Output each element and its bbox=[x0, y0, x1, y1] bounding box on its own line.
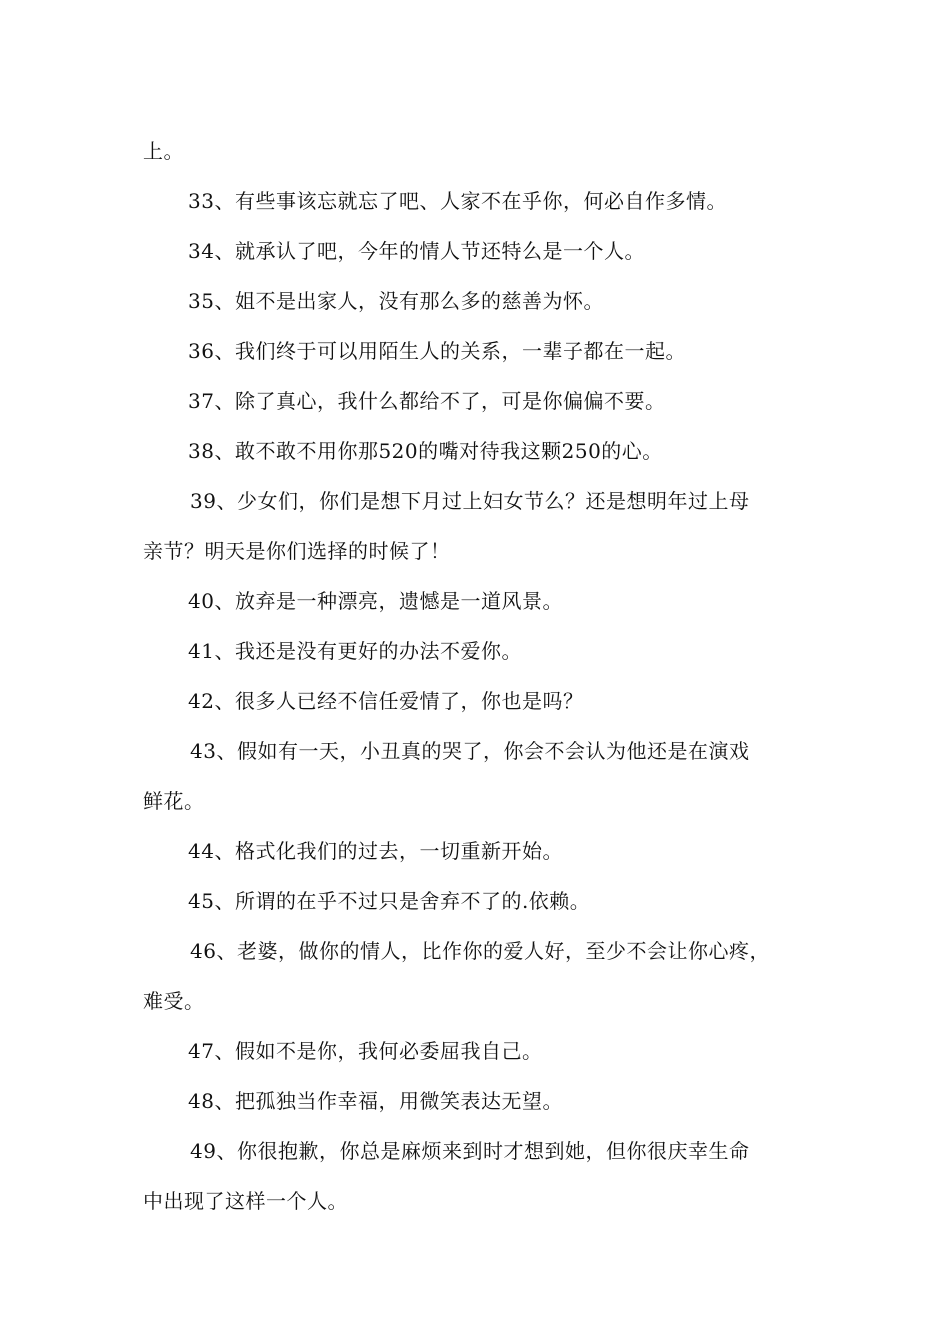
text-line: 37、除了真心，我什么都给不了，可是你偏偏不要。 bbox=[188, 389, 666, 413]
text-line: 41、我还是没有更好的办法不爱你。 bbox=[188, 639, 522, 663]
text-line: 上。 bbox=[143, 139, 184, 163]
text-line: 34、就承认了吧，今年的情人节还特么是一个人。 bbox=[188, 239, 645, 263]
text-line: 39、少女们，你们是想下月过上妇女节么？还是想明年过上母 bbox=[190, 489, 750, 513]
text-line: 鲜花。 bbox=[143, 789, 205, 813]
text-line: 48、把孤独当作幸福，用微笑表达无望。 bbox=[188, 1089, 563, 1113]
text-line: 44、格式化我们的过去，一切重新开始。 bbox=[188, 839, 563, 863]
text-line: 亲节？明天是你们选择的时候了！ bbox=[143, 539, 451, 563]
text-line: 难受。 bbox=[143, 989, 205, 1013]
text-line: 38、敢不敢不用你那520的嘴对待我这颗250的心。 bbox=[188, 439, 663, 463]
text-line: 33、有些事该忘就忘了吧、人家不在乎你，何必自作多情。 bbox=[188, 189, 727, 213]
text-line: 36、我们终于可以用陌生人的关系，一辈子都在一起。 bbox=[188, 339, 686, 363]
text-line: 47、假如不是你，我何必委屈我自己。 bbox=[188, 1039, 543, 1063]
text-line: 45、所谓的在乎不过只是舍弃不了的.依赖。 bbox=[188, 889, 591, 913]
text-line: 46、老婆，做你的情人，比作你的爱人好，至少不会让你心疼， bbox=[190, 939, 770, 963]
text-line: 43、假如有一天，小丑真的哭了，你会不会认为他还是在演戏 bbox=[190, 739, 750, 763]
text-line: 35、姐不是出家人，没有那么多的慈善为怀。 bbox=[188, 289, 604, 313]
text-line: 49、你很抱歉，你总是麻烦来到时才想到她，但你很庆幸生命 bbox=[190, 1139, 750, 1163]
text-line: 40、放弃是一种漂亮，遗憾是一道风景。 bbox=[188, 589, 563, 613]
text-line: 42、很多人已经不信任爱情了，你也是吗？ bbox=[188, 689, 584, 713]
text-line: 中出现了这样一个人。 bbox=[143, 1189, 348, 1213]
